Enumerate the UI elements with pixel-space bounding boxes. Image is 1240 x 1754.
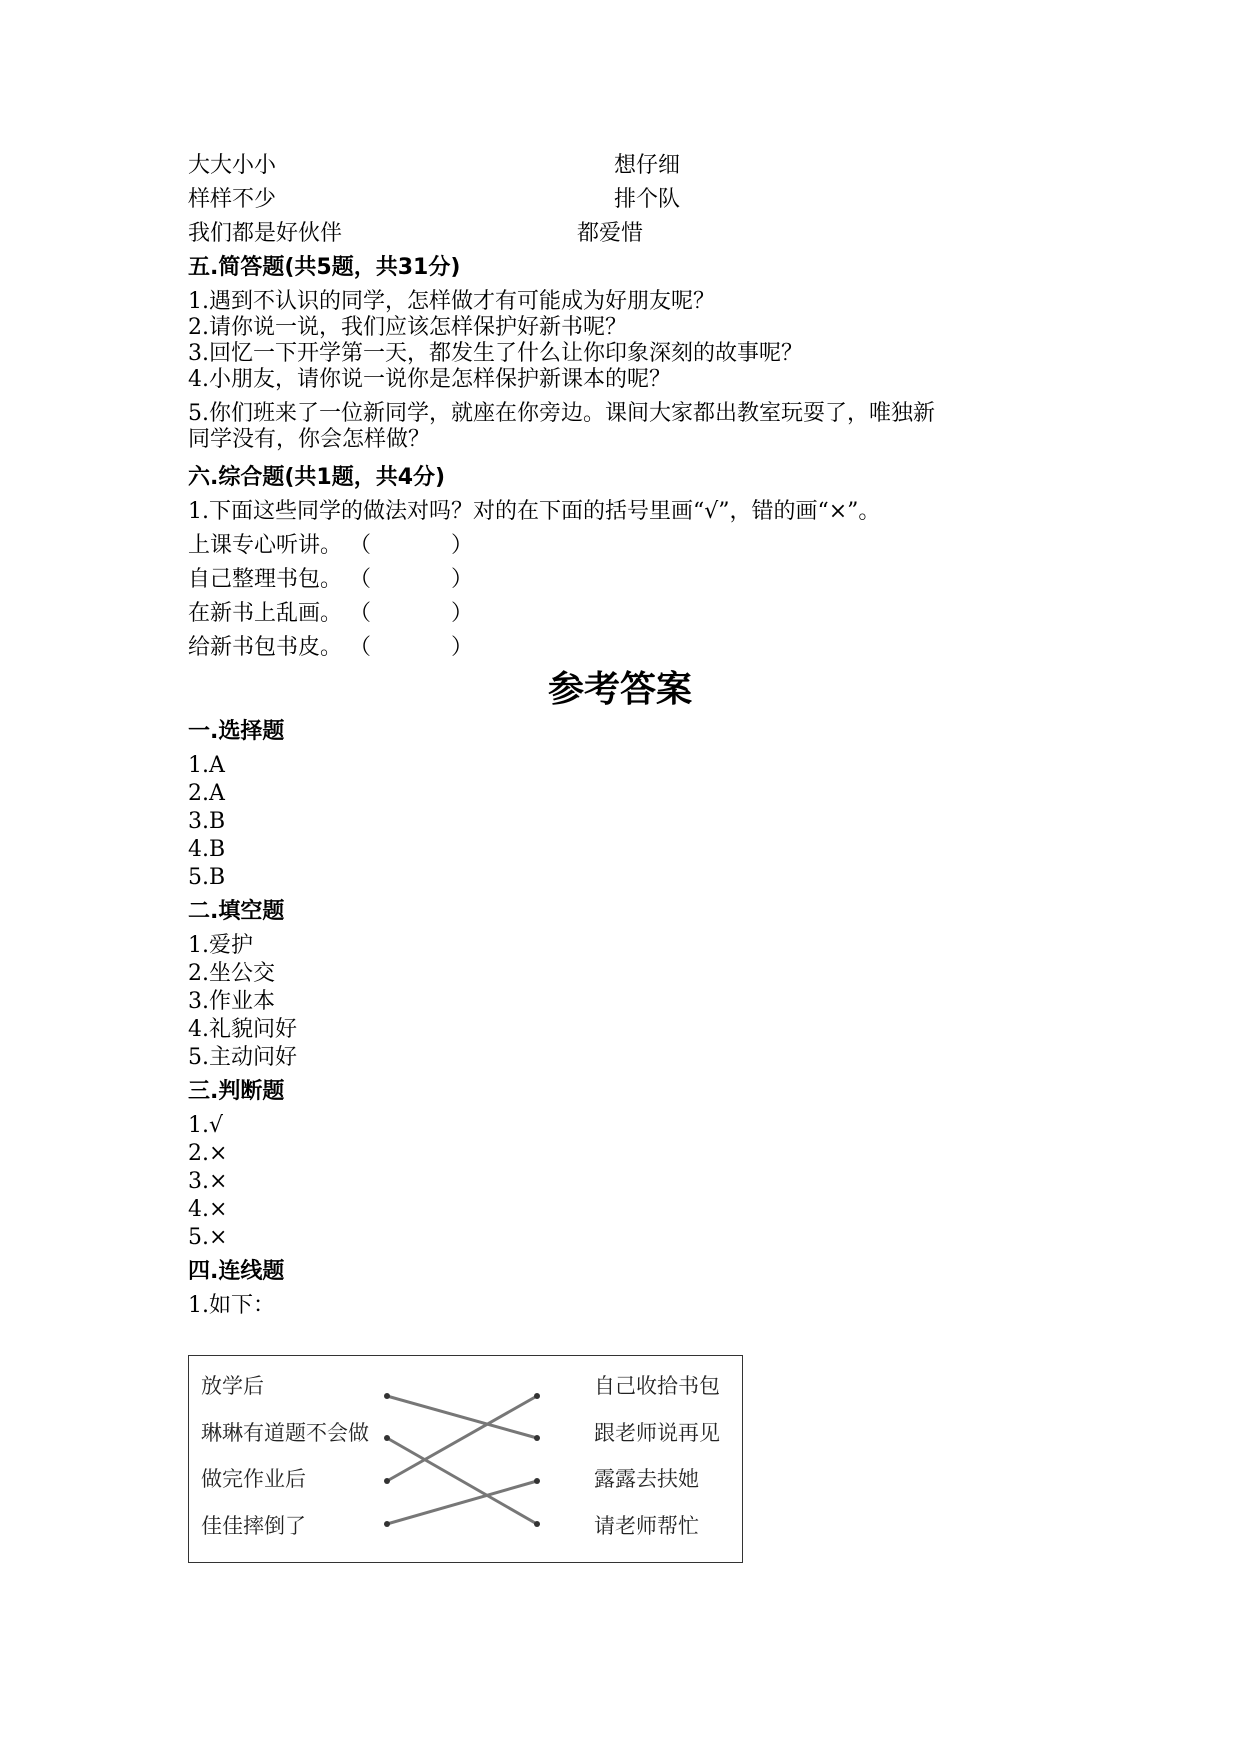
answer-item: 3.× (188, 1169, 228, 1194)
judge-open-paren: （ (349, 601, 372, 626)
match-dot (384, 1478, 390, 1484)
answer-item: 5.× (188, 1225, 228, 1250)
answer-section-heading: 三.判断题 (188, 1079, 285, 1104)
section5-heading: 五.简答题(共5题，共31分) (188, 255, 461, 280)
answer-item: 1.如下： (188, 1293, 275, 1318)
section5-line: 5.你们班来了一位新同学，就座在你旁边。课间大家都出教室玩耍了，唯独新 (188, 401, 935, 426)
match-line (387, 1396, 537, 1481)
judge-item (188, 634, 473, 662)
match-dot (534, 1393, 540, 1399)
judge-item-text: 在新书上乱画。 (188, 601, 343, 626)
judge-item-text: 自己整理书包。 (188, 567, 343, 592)
fill-row-left: 样样不少 (188, 187, 277, 212)
judge-open-paren: （ (349, 635, 372, 660)
match-dot (534, 1478, 540, 1484)
answer-item: 2.× (188, 1141, 228, 1166)
match-line (387, 1396, 537, 1438)
answer-item: 4.× (188, 1197, 228, 1222)
match-dot (384, 1521, 390, 1527)
judge-item (188, 600, 473, 628)
section5-line: 1.遇到不认识的同学，怎样做才有可能成为好朋友呢？ (188, 289, 715, 314)
fill-row-right: 想仔细 (614, 153, 681, 178)
match-dot (534, 1435, 540, 1441)
match-dot (384, 1393, 390, 1399)
match-left-item: 琳琳有道题不会做 (201, 1421, 369, 1445)
answer-section-heading: 四.连线题 (188, 1259, 285, 1284)
section5-line: 同学没有，你会怎样做？ (188, 427, 431, 452)
match-dot (384, 1435, 390, 1441)
answer-section-heading: 一.选择题 (188, 719, 285, 744)
match-line (387, 1438, 537, 1524)
match-right-item: 请老师帮忙 (594, 1514, 699, 1538)
fill-row-right: 都爱惜 (577, 221, 644, 246)
judge-close-paren: ） (451, 601, 474, 626)
judge-close-paren: ） (451, 533, 474, 558)
answer-item: 1.A (188, 753, 225, 778)
match-left-item: 佳佳摔倒了 (201, 1514, 306, 1538)
judge-item (188, 532, 473, 560)
judge-close-paren: ） (451, 635, 474, 660)
fill-row-left: 我们都是好伙伴 (188, 221, 343, 246)
match-line (387, 1481, 537, 1524)
fill-row-right: 排个队 (614, 187, 681, 212)
match-left-item: 放学后 (201, 1374, 264, 1398)
answer-item: 3.B (188, 809, 226, 834)
judge-item-text: 上课专心听讲。 (188, 533, 343, 558)
judge-open-paren: （ (349, 567, 372, 592)
answer-item: 4.礼貌问好 (188, 1017, 297, 1042)
section6-question: 1.下面这些同学的做法对吗？对的在下面的括号里画“√”，错的画“×”。 (188, 499, 881, 524)
section6-heading: 六.综合题(共1题，共4分) (188, 465, 446, 490)
match-right-item: 露露去扶她 (594, 1467, 699, 1491)
answer-section-heading: 二.填空题 (188, 899, 285, 924)
answer-item: 4.B (188, 837, 226, 862)
match-right-item: 跟老师说再见 (594, 1421, 720, 1445)
section5-line: 2.请你说一说，我们应该怎样保护好新书呢？ (188, 315, 627, 340)
answer-item: 1.爱护 (188, 933, 253, 958)
matching-diagram (188, 1355, 743, 1563)
match-right-item: 自己收拾书包 (594, 1374, 720, 1398)
match-left-item: 做完作业后 (201, 1467, 306, 1491)
answer-item: 1.√ (188, 1113, 224, 1138)
match-dot (534, 1521, 540, 1527)
judge-item (188, 566, 473, 594)
answer-item: 5.B (188, 865, 226, 890)
judge-item-text: 给新书包书皮。 (188, 635, 343, 660)
fill-row-left: 大大小小 (188, 153, 277, 178)
judge-open-paren: （ (349, 533, 372, 558)
answers-title: 参考答案 (547, 669, 692, 710)
answer-item: 3.作业本 (188, 989, 275, 1014)
section5-line: 4.小朋友，请你说一说你是怎样保护新课本的呢？ (188, 367, 671, 392)
judge-close-paren: ） (451, 567, 474, 592)
answer-item: 5.主动问好 (188, 1045, 297, 1070)
answer-item: 2.坐公交 (188, 961, 275, 986)
answer-item: 2.A (188, 781, 225, 806)
section5-line: 3.回忆一下开学第一天，都发生了什么让你印象深刻的故事呢？ (188, 341, 803, 366)
